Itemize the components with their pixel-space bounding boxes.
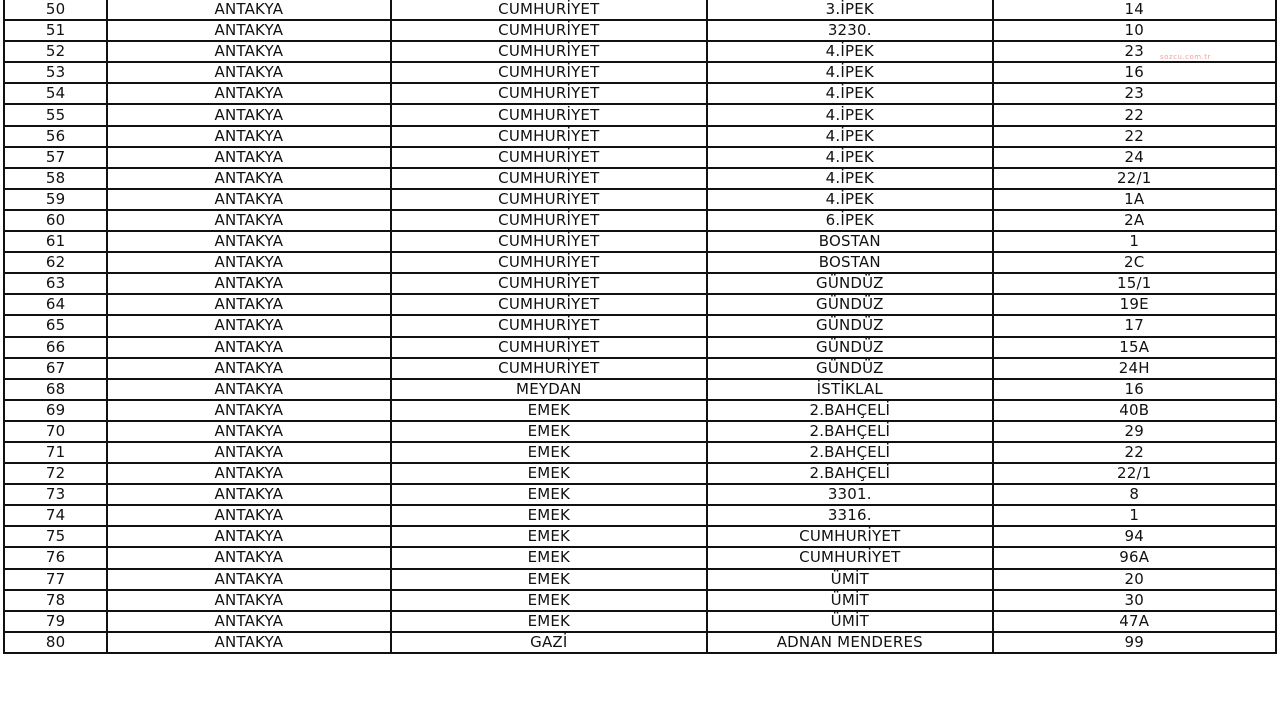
cell-street: İSTİKLAL <box>707 379 992 400</box>
cell-no: 54 <box>4 83 107 104</box>
cell-no: 76 <box>4 547 107 568</box>
cell-neighborhood: CUMHURİYET <box>391 41 707 62</box>
cell-neighborhood: CUMHURİYET <box>391 62 707 83</box>
address-table <box>3 0 1277 654</box>
cell-street: GÜNDÜZ <box>707 358 992 379</box>
cell-no: 73 <box>4 484 107 505</box>
cell-neighborhood: CUMHURİYET <box>391 315 707 336</box>
table-row <box>4 147 1276 168</box>
cell-district: ANTAKYA <box>107 358 390 379</box>
cell-neighborhood: CUMHURİYET <box>391 337 707 358</box>
cell-no: 78 <box>4 590 107 611</box>
cell-door-number: 29 <box>993 421 1276 442</box>
table-row <box>4 41 1276 62</box>
cell-door-number: 22/1 <box>993 463 1276 484</box>
cell-street: GÜNDÜZ <box>707 337 992 358</box>
cell-door-number: 96A <box>993 547 1276 568</box>
cell-street: ÜMİT <box>707 590 992 611</box>
cell-neighborhood: MEYDAN <box>391 379 707 400</box>
table-row <box>4 126 1276 147</box>
cell-street: 3316. <box>707 505 992 526</box>
table-row <box>4 0 1276 20</box>
cell-no: 51 <box>4 20 107 41</box>
cell-door-number: 16 <box>993 379 1276 400</box>
cell-district: ANTAKYA <box>107 210 390 231</box>
cell-street: 4.İPEK <box>707 189 992 210</box>
cell-door-number: 22 <box>993 104 1276 125</box>
cell-street: GÜNDÜZ <box>707 315 992 336</box>
cell-no: 53 <box>4 62 107 83</box>
cell-no: 58 <box>4 168 107 189</box>
cell-no: 68 <box>4 379 107 400</box>
cell-neighborhood: EMEK <box>391 421 707 442</box>
cell-door-number: 47A <box>993 611 1276 632</box>
cell-district: ANTAKYA <box>107 41 390 62</box>
cell-no: 74 <box>4 505 107 526</box>
cell-no: 75 <box>4 526 107 547</box>
cell-district: ANTAKYA <box>107 294 390 315</box>
table-row <box>4 104 1276 125</box>
cell-district: ANTAKYA <box>107 126 390 147</box>
cell-district: ANTAKYA <box>107 62 390 83</box>
cell-neighborhood: EMEK <box>391 547 707 568</box>
cell-street: 4.İPEK <box>707 83 992 104</box>
cell-street: 4.İPEK <box>707 62 992 83</box>
cell-neighborhood: CUMHURİYET <box>391 273 707 294</box>
cell-neighborhood: GAZİ <box>391 632 707 653</box>
table-row <box>4 463 1276 484</box>
cell-neighborhood: EMEK <box>391 611 707 632</box>
cell-district: ANTAKYA <box>107 315 390 336</box>
cell-district: ANTAKYA <box>107 590 390 611</box>
cell-street: ÜMİT <box>707 611 992 632</box>
cell-district: ANTAKYA <box>107 400 390 421</box>
cell-district: ANTAKYA <box>107 442 390 463</box>
cell-district: ANTAKYA <box>107 168 390 189</box>
table-row <box>4 252 1276 273</box>
cell-district: ANTAKYA <box>107 379 390 400</box>
cell-door-number: 2A <box>993 210 1276 231</box>
cell-door-number: 19E <box>993 294 1276 315</box>
cell-street: 4.İPEK <box>707 41 992 62</box>
cell-door-number: 23 <box>993 83 1276 104</box>
table-row <box>4 400 1276 421</box>
cell-street: GÜNDÜZ <box>707 294 992 315</box>
cell-no: 69 <box>4 400 107 421</box>
cell-street: ÜMİT <box>707 569 992 590</box>
cell-no: 56 <box>4 126 107 147</box>
cell-street: 3301. <box>707 484 992 505</box>
cell-district: ANTAKYA <box>107 484 390 505</box>
cell-street: BOSTAN <box>707 231 992 252</box>
table-row <box>4 20 1276 41</box>
cell-no: 72 <box>4 463 107 484</box>
cell-door-number: 1 <box>993 231 1276 252</box>
cell-door-number: 20 <box>993 569 1276 590</box>
cell-street: 4.İPEK <box>707 168 992 189</box>
cell-district: ANTAKYA <box>107 632 390 653</box>
cell-neighborhood: EMEK <box>391 569 707 590</box>
cell-street: 2.BAHÇELİ <box>707 400 992 421</box>
cell-neighborhood: CUMHURİYET <box>391 294 707 315</box>
cell-district: ANTAKYA <box>107 0 390 20</box>
cell-neighborhood: CUMHURİYET <box>391 147 707 168</box>
cell-door-number: 1 <box>993 505 1276 526</box>
cell-no: 60 <box>4 210 107 231</box>
table-row <box>4 337 1276 358</box>
cell-district: ANTAKYA <box>107 189 390 210</box>
table-row <box>4 273 1276 294</box>
cell-street: 3230. <box>707 20 992 41</box>
table-row <box>4 358 1276 379</box>
cell-door-number: 99 <box>993 632 1276 653</box>
cell-district: ANTAKYA <box>107 273 390 294</box>
cell-door-number: 1A <box>993 189 1276 210</box>
cell-neighborhood: CUMHURİYET <box>391 168 707 189</box>
table-row <box>4 505 1276 526</box>
table-row <box>4 632 1276 653</box>
table-row <box>4 569 1276 590</box>
cell-district: ANTAKYA <box>107 231 390 252</box>
table-row <box>4 168 1276 189</box>
cell-door-number: 94 <box>993 526 1276 547</box>
cell-street: BOSTAN <box>707 252 992 273</box>
cell-district: ANTAKYA <box>107 421 390 442</box>
cell-no: 57 <box>4 147 107 168</box>
cell-street: 2.BAHÇELİ <box>707 421 992 442</box>
watermark-stamp: sozcu.com.tr <box>1160 53 1211 61</box>
cell-no: 66 <box>4 337 107 358</box>
cell-no: 67 <box>4 358 107 379</box>
cell-street: 6.İPEK <box>707 210 992 231</box>
cell-district: ANTAKYA <box>107 611 390 632</box>
cell-door-number: 22 <box>993 442 1276 463</box>
cell-door-number: 15A <box>993 337 1276 358</box>
cell-no: 65 <box>4 315 107 336</box>
table-row <box>4 315 1276 336</box>
table-row <box>4 421 1276 442</box>
cell-district: ANTAKYA <box>107 505 390 526</box>
cell-door-number: 10 <box>993 20 1276 41</box>
table-row <box>4 590 1276 611</box>
cell-door-number: 8 <box>993 484 1276 505</box>
cell-door-number: 15/1 <box>993 273 1276 294</box>
table-row <box>4 526 1276 547</box>
cell-door-number: 14 <box>993 0 1276 20</box>
cell-door-number: 17 <box>993 315 1276 336</box>
cell-door-number: 2C <box>993 252 1276 273</box>
cell-no: 50 <box>4 0 107 20</box>
cell-street: 4.İPEK <box>707 147 992 168</box>
cell-district: ANTAKYA <box>107 20 390 41</box>
cell-no: 77 <box>4 569 107 590</box>
cell-neighborhood: CUMHURİYET <box>391 20 707 41</box>
cell-neighborhood: CUMHURİYET <box>391 83 707 104</box>
cell-district: ANTAKYA <box>107 252 390 273</box>
cell-no: 62 <box>4 252 107 273</box>
cell-district: ANTAKYA <box>107 569 390 590</box>
cell-door-number: 24 <box>993 147 1276 168</box>
cell-street: 2.BAHÇELİ <box>707 442 992 463</box>
cell-neighborhood: EMEK <box>391 526 707 547</box>
cell-no: 70 <box>4 421 107 442</box>
cell-street: CUMHURİYET <box>707 526 992 547</box>
cell-district: ANTAKYA <box>107 547 390 568</box>
cell-neighborhood: CUMHURİYET <box>391 189 707 210</box>
cell-street: ADNAN MENDERES <box>707 632 992 653</box>
cell-street: 2.BAHÇELİ <box>707 463 992 484</box>
cell-no: 80 <box>4 632 107 653</box>
cell-neighborhood: EMEK <box>391 442 707 463</box>
cell-no: 55 <box>4 104 107 125</box>
cell-district: ANTAKYA <box>107 83 390 104</box>
cell-district: ANTAKYA <box>107 526 390 547</box>
cell-door-number: 30 <box>993 590 1276 611</box>
table-row <box>4 294 1276 315</box>
cell-door-number: 22/1 <box>993 168 1276 189</box>
table-row <box>4 62 1276 83</box>
cell-street: GÜNDÜZ <box>707 273 992 294</box>
table-row <box>4 210 1276 231</box>
cell-no: 52 <box>4 41 107 62</box>
cell-neighborhood: EMEK <box>391 590 707 611</box>
cell-no: 79 <box>4 611 107 632</box>
table-row <box>4 83 1276 104</box>
table-body <box>4 0 1276 653</box>
cell-neighborhood: CUMHURİYET <box>391 104 707 125</box>
cell-neighborhood: EMEK <box>391 463 707 484</box>
cell-neighborhood: CUMHURİYET <box>391 231 707 252</box>
cell-street: 3.İPEK <box>707 0 992 20</box>
cell-neighborhood: CUMHURİYET <box>391 210 707 231</box>
cell-door-number: 40B <box>993 400 1276 421</box>
cell-neighborhood: EMEK <box>391 400 707 421</box>
cell-no: 71 <box>4 442 107 463</box>
cell-district: ANTAKYA <box>107 337 390 358</box>
cell-district: ANTAKYA <box>107 147 390 168</box>
cell-no: 63 <box>4 273 107 294</box>
cell-door-number: 23 <box>993 41 1276 62</box>
cell-street: 4.İPEK <box>707 126 992 147</box>
cell-neighborhood: EMEK <box>391 505 707 526</box>
cell-neighborhood: CUMHURİYET <box>391 358 707 379</box>
cell-district: ANTAKYA <box>107 104 390 125</box>
table-row <box>4 231 1276 252</box>
table-row <box>4 611 1276 632</box>
cell-no: 64 <box>4 294 107 315</box>
table-row <box>4 484 1276 505</box>
table-row <box>4 379 1276 400</box>
table-row <box>4 547 1276 568</box>
cell-door-number: 24H <box>993 358 1276 379</box>
cell-street: 4.İPEK <box>707 104 992 125</box>
cell-street: CUMHURİYET <box>707 547 992 568</box>
cell-neighborhood: CUMHURİYET <box>391 252 707 273</box>
cell-no: 59 <box>4 189 107 210</box>
cell-neighborhood: CUMHURİYET <box>391 126 707 147</box>
cell-door-number: 22 <box>993 126 1276 147</box>
cell-no: 61 <box>4 231 107 252</box>
table-row <box>4 442 1276 463</box>
table-row <box>4 189 1276 210</box>
cell-door-number: 16 <box>993 62 1276 83</box>
cell-neighborhood: CUMHURİYET <box>391 0 707 20</box>
cell-district: ANTAKYA <box>107 463 390 484</box>
cell-neighborhood: EMEK <box>391 484 707 505</box>
